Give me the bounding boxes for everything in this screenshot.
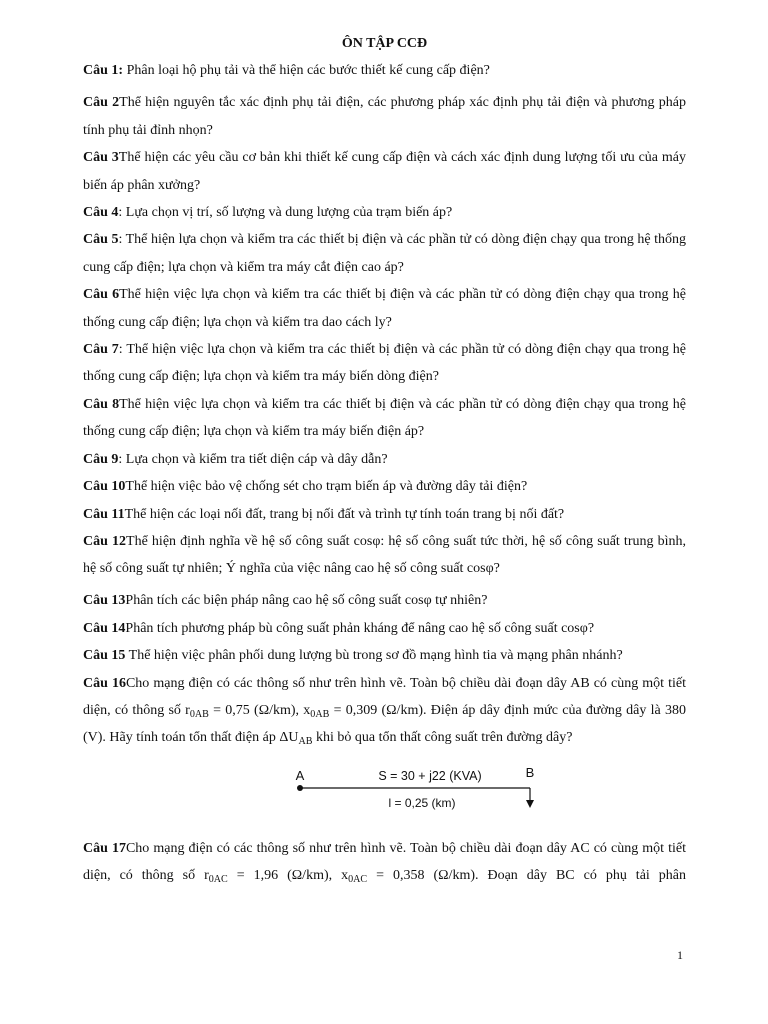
subscript: 0AC	[348, 874, 368, 886]
line-diagram	[83, 752, 686, 835]
node-a-label: A	[295, 767, 305, 783]
question-label: Câu 11	[83, 506, 125, 522]
question-text: : Lựa chọn và kiểm tra tiết diện cáp và dây dẫn?	[118, 451, 388, 467]
question-2	[83, 89, 686, 144]
question-label: Câu 1:	[83, 63, 124, 79]
question-text: Thể hiện các yêu cầu cơ bản khi thiết kế cung cấp điện và cách xác định dung lượng tối ưu của máy biến áp phân xưởng?	[83, 150, 686, 193]
question-1	[83, 57, 686, 84]
question-text: khi bỏ qua tổn thất công suất trên đường dây?	[312, 730, 573, 746]
length-label: l = 0,25 (km)	[388, 795, 456, 810]
load-label: S = 30 + j22 (KVA)	[378, 768, 482, 783]
subscript: 0AB	[189, 708, 209, 720]
question-text: Phân tích các biện pháp nâng cao hệ số công suất cosφ tự nhiên?	[125, 593, 488, 609]
question-text: = 0,75 (Ω/km), x	[208, 702, 311, 718]
load-arrow-head	[526, 800, 534, 808]
question-label: Câu 14	[83, 620, 126, 636]
question-text: Thể hiện việc lựa chọn và kiểm tra các thiết bị điện và các phần tử có dòng điện chạy qua trong hệ thống cung cấp điện; lựa chọn và kiểm tra máy biến điện áp?	[83, 396, 686, 440]
question-text: Thể hiện các loại nối đất, trang bị nối đất và trình tự tính toán trang bị nối đất?	[124, 506, 565, 522]
question-4	[83, 199, 686, 226]
question-text: : Thể hiện lựa chọn và kiểm tra các thiết bị điện và các phần tử có dòng điện chạy qua trong hệ thống cung cấp điện; lựa chọn và kiểm tra máy cắt điện cao áp?	[83, 232, 687, 275]
question-9	[83, 446, 686, 473]
question-label: Câu 7	[83, 342, 119, 358]
question-label: Câu 3	[83, 150, 119, 166]
question-label: Câu 16	[83, 675, 126, 691]
subscript: 0AB	[310, 708, 330, 720]
question-text: Phân loại hộ phụ tải và thể hiện các bước thiết kế cung cấp điện?	[123, 63, 490, 79]
question-text: Thể hiện việc lựa chọn và kiểm tra các thiết bị điện và các phần tử có dòng điện chạy qua trong hệ thống cung cấp điện; lựa chọn và kiểm tra dao cách ly?	[83, 287, 686, 330]
question-text: Thể hiện việc bảo vệ chống sét cho trạm biến áp và đường dây tải điện?	[125, 479, 528, 495]
question-text: Thể hiện việc phân phối dung lượng bù trong sơ đồ mạng hình tia và mạng phân nhánh?	[125, 648, 623, 664]
question-label: Câu 2	[83, 95, 120, 111]
question-8	[83, 391, 686, 446]
question-label: Câu 17	[83, 840, 126, 856]
question-11	[83, 501, 686, 528]
question-5	[83, 226, 686, 281]
question-text: = 0,358 (Ω/km). Đoạn dây BC có phụ tải phân	[367, 868, 686, 884]
question-label: Câu 9	[83, 451, 119, 467]
line-diagram-svg	[285, 758, 545, 818]
document-page	[83, 30, 686, 890]
question-text: Thể hiện nguyên tắc xác định phụ tải điện, các phương pháp xác định phụ tải điện và phương pháp tính phụ tải đỉnh nhọn?	[83, 95, 686, 138]
question-15	[83, 642, 686, 669]
question-label: Câu 6	[83, 287, 120, 303]
question-17	[83, 835, 686, 890]
question-label: Câu 12	[83, 533, 127, 549]
node-b-label: B	[525, 764, 535, 780]
question-text: = 1,96 (Ω/km), x	[227, 868, 349, 884]
question-7	[83, 336, 686, 391]
question-label: Câu 5	[83, 232, 119, 248]
question-label: Câu 15	[83, 648, 126, 664]
question-6	[83, 281, 686, 336]
page-number: 1	[677, 948, 683, 962]
question-10	[83, 473, 686, 500]
question-13	[83, 587, 686, 614]
question-text: : Thể hiện việc lựa chọn và kiểm tra các thiết bị điện và các phần tử có dòng điện chạy qua trong hệ thống cung cấp điện; lựa chọn và kiểm tra máy biến dòng điện?	[83, 342, 686, 385]
question-text: Phân tích phương pháp bù công suất phản kháng để nâng cao hệ số công suất cosφ?	[125, 620, 595, 636]
question-text: Cho mạng điện có các thông số như trên hình vẽ. Toàn bộ chiều dài đoạn dây AC có cùng một tiết diện, có thông số r	[83, 840, 686, 884]
question-14	[83, 615, 686, 642]
question-16	[83, 670, 686, 752]
question-label: Câu 8	[83, 396, 120, 412]
question-text: Thể hiện định nghĩa về hệ số công suất cosφ: hệ số công suất tức thời, hệ số công suất trung bình, hệ số công suất tự nhiên; Ý nghĩa của việc nâng cao hệ số công suất cosφ?	[83, 533, 686, 577]
question-12	[83, 528, 686, 583]
question-text: : Lựa chọn vị trí, số lượng và dung lượng của trạm biến áp?	[118, 205, 453, 221]
page-title: ÔN TẬP CCĐ	[341, 36, 428, 51]
question-label: Câu 13	[83, 593, 126, 609]
question-text: Cho mạng điện có các thông số như trên hình vẽ. Toàn bộ chiều dài đoạn dây AB có cùng một tiết diện, có thông số r	[83, 675, 686, 718]
subscript: AB	[298, 736, 313, 748]
question-3	[83, 144, 686, 199]
question-label: Câu 4	[83, 205, 119, 221]
subscript: 0AC	[208, 874, 228, 886]
question-label: Câu 10	[83, 479, 126, 495]
question-text: = 0,309 (Ω/km). Điện áp dây định mức của đường dây là 380 (V). Hãy tính toán tổn thất điện áp ΔU	[83, 702, 686, 746]
